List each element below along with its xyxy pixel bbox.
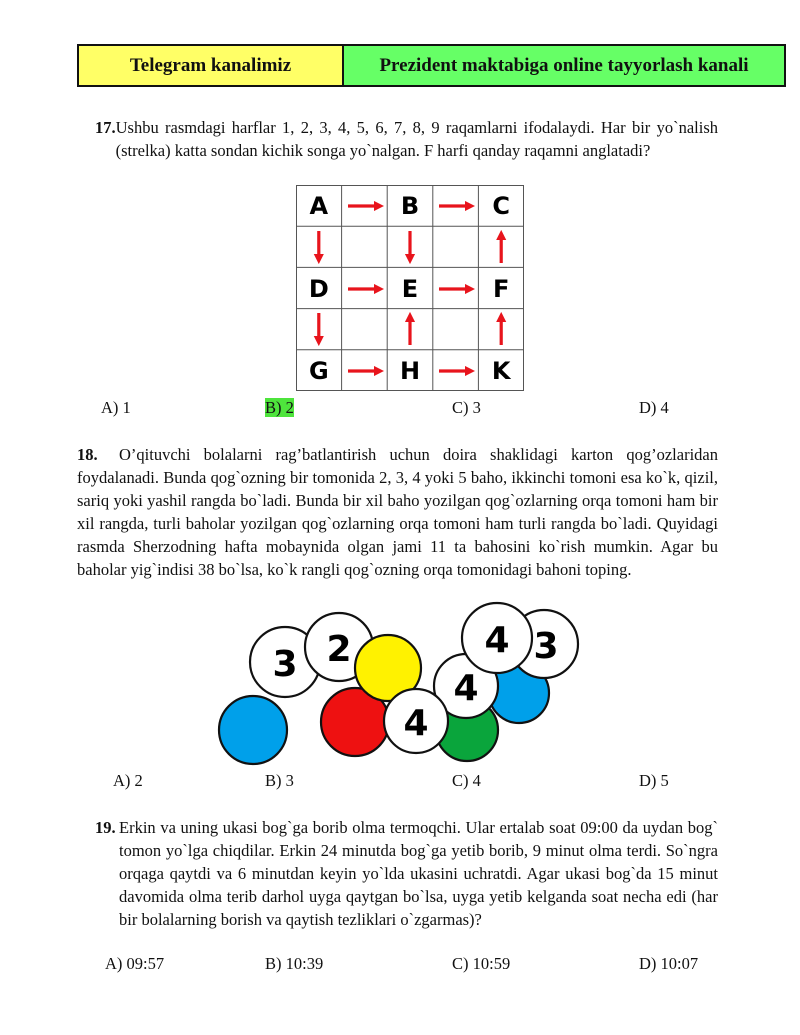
grid-letter-a: A [309, 192, 329, 220]
question-17-text: Ushbu rasmdagi harflar 1, 2, 3, 4, 5, 6, 7, 8, 9 raqamlarni ifodalaydi. Har bir yo`nalish (strelka) katta sondan kichik songa yo`nalgan. F harfi qanday raqamni anglatadi? [115, 118, 718, 160]
grid-letter-d: D [308, 275, 329, 303]
blue-coin-left [219, 696, 287, 764]
question-18-number: 18. [77, 445, 98, 464]
q18-option-c[interactable]: C) 4 [452, 771, 481, 790]
q19-option-c[interactable]: C) 10:59 [452, 954, 511, 973]
question-19-number: 19. [95, 818, 116, 837]
q17-option-a[interactable]: A) 1 [101, 398, 131, 417]
grid-letter-e: E [401, 275, 419, 303]
q19-option-d[interactable]: D) 10:07 [639, 954, 699, 973]
grade-coins-figure [210, 600, 590, 775]
q17-option-d[interactable]: D) 4 [639, 398, 669, 417]
q19-option-a[interactable]: A) 09:57 [105, 954, 165, 973]
grid-letter-k: K [491, 357, 511, 385]
question-17 [95, 116, 718, 162]
q18-option-d[interactable]: D) 5 [639, 771, 669, 790]
grade-coins-svg [210, 600, 590, 775]
question-19-text: Erkin va uning ukasi bog`ga borib olma termoqchi. Ular ertalab soat 09:00 da uydan bog` tomon yo`lga chiqdilar. Erkin 24 minutda bog`ga yetib borib, 9 minut olma terdi. So`ngra orqaga qaytdi va 6 minutdan keyin yo`lda ukasini uchratdi. Agar ukasi bog`da 15 minut davomida olma terib darhol uyga qaytgan bo`lsa, uyga yetib kelganda soat necha edi (har bir bolalarning borish va qaytish tezliklari o`zgarmas)? [119, 818, 718, 929]
question-18 [77, 443, 718, 581]
telegram-channel-label[interactable]: Telegram kanalimiz [79, 46, 344, 85]
header-banner [77, 44, 786, 87]
coin-number-2: 2 [326, 629, 352, 670]
letter-arrow-grid-svg [296, 185, 524, 391]
q18-option-a[interactable]: A) 2 [113, 771, 143, 790]
coin-number-3-right: 3 [533, 626, 559, 667]
coin-number-4-mid: 4 [453, 668, 479, 709]
q19-option-b[interactable]: B) 10:39 [265, 954, 324, 973]
question-17-number: 17. [95, 118, 116, 137]
coin-number-4-top: 4 [484, 620, 510, 661]
online-prep-channel-label[interactable]: Prezident maktabiga online tayyorlash kanali [344, 46, 784, 85]
letter-arrow-grid [296, 185, 524, 391]
coin-number-4-bottom: 4 [403, 703, 429, 744]
grid-letter-h: H [399, 357, 421, 385]
grid-letter-c: C [492, 192, 511, 220]
q17-option-c[interactable]: C) 3 [452, 398, 481, 417]
q17-option-b[interactable] [265, 398, 294, 418]
coin-number-3-left: 3 [272, 644, 298, 685]
question-18-text: O’qituvchi bolalarni rag’batlantirish uchun doira shaklidagi karton qog’ozlaridan foydalanadi. Bunda qog`ozning bir tomonida 2, 3, 4 yoki 5 baho, ikkinchi tomoni esa ko`k, qizil, sariq yoki yashil rangda bo`ladi. Bunda bir xil baho yozilgan qog`ozlarning orqa tomoni ham bir xil rangda, turli baholar yozilgan qog`ozlarning orqa tomoni ham turli rangda bo`ladi. Quyidagi rasmda Sherzodning hafta mobaynida olgan jami 11 ta bahosini ko`rish mumkin. Agar bu baholar yig`indisi 38 bo`lsa, ko`k rangli qog`ozning orqa tomonidagi bahoni toping. [77, 445, 718, 579]
q17-option-b-highlight: B) 2 [265, 398, 294, 417]
q18-option-b[interactable]: B) 3 [265, 771, 294, 790]
grid-letter-f: F [492, 275, 510, 303]
grid-letter-b: B [400, 192, 420, 220]
grid-letter-g: G [308, 357, 329, 385]
question-19 [95, 816, 718, 931]
